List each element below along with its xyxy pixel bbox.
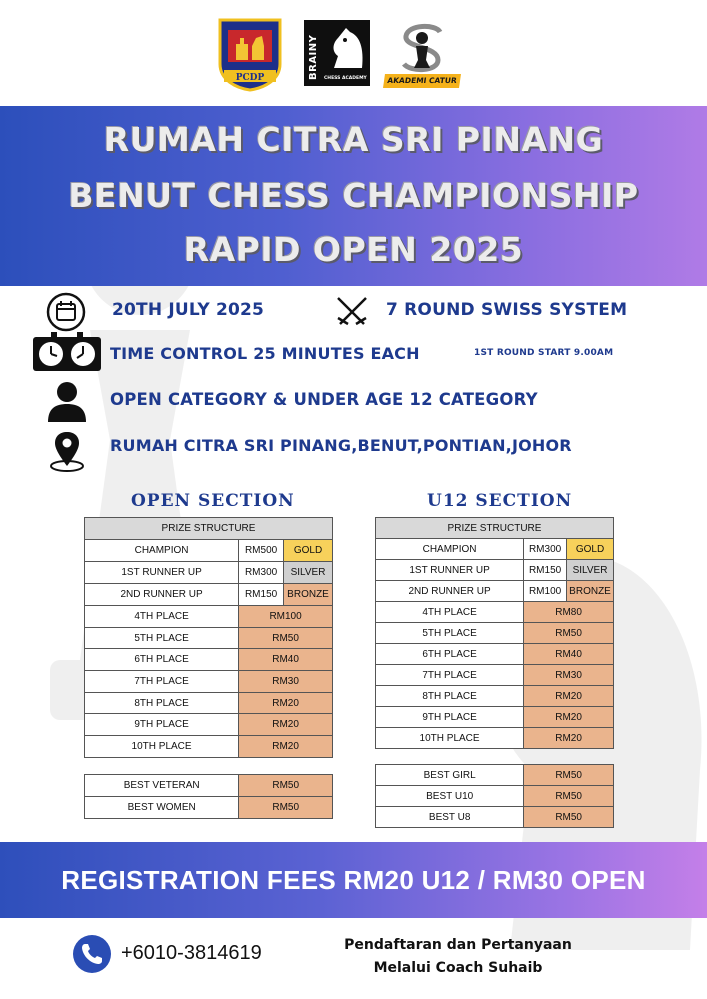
prize-amount: RM20 bbox=[239, 736, 333, 758]
table-row bbox=[376, 686, 614, 707]
table-row bbox=[85, 606, 333, 628]
time-control: TIME CONTROL 25 MINUTES EACH bbox=[110, 344, 420, 363]
table-row bbox=[85, 671, 333, 693]
place-label: BEST U10 bbox=[376, 786, 524, 807]
prize-amount: RM20 bbox=[239, 692, 333, 714]
table-row bbox=[376, 707, 614, 728]
table-row bbox=[85, 649, 333, 671]
place-label: BEST VETERAN bbox=[85, 775, 239, 797]
table-row bbox=[85, 692, 333, 714]
open-section-title: OPEN SECTION bbox=[131, 491, 295, 511]
table-row bbox=[376, 623, 614, 644]
prize-amount: RM300 bbox=[239, 562, 284, 584]
prize-amount: RM30 bbox=[524, 665, 614, 686]
prize-amount: RM50 bbox=[239, 775, 333, 797]
swords-icon bbox=[334, 294, 370, 330]
medal-badge: BRONZE bbox=[284, 584, 333, 606]
table-row bbox=[85, 775, 333, 797]
pawn-s-icon bbox=[396, 22, 448, 74]
open-special-prize-table bbox=[84, 774, 333, 819]
first-round-start: 1ST ROUND START 9.00AM bbox=[474, 348, 614, 358]
table-row bbox=[376, 560, 614, 581]
prize-amount: RM20 bbox=[524, 707, 614, 728]
contact-info bbox=[300, 934, 616, 980]
table-row bbox=[376, 644, 614, 665]
prize-amount: RM50 bbox=[239, 797, 333, 819]
u12-prize-table bbox=[375, 517, 614, 749]
prize-amount: RM40 bbox=[524, 644, 614, 665]
place-label: 8TH PLACE bbox=[85, 692, 239, 714]
event-info bbox=[0, 290, 707, 480]
place-label: 9TH PLACE bbox=[85, 714, 239, 736]
prize-amount: RM100 bbox=[239, 606, 333, 628]
prize-amount: RM500 bbox=[239, 540, 284, 562]
prize-amount: RM50 bbox=[524, 765, 614, 786]
place-label: 2ND RUNNER UP bbox=[85, 584, 239, 606]
contact-line-2: Melalui Coach Suhaib bbox=[373, 960, 543, 976]
u12-special-prize-table bbox=[375, 764, 614, 828]
place-label: 5TH PLACE bbox=[85, 627, 239, 649]
table-row bbox=[376, 765, 614, 786]
table-row bbox=[376, 786, 614, 807]
table-row bbox=[85, 540, 333, 562]
akademi-catur-logo bbox=[384, 22, 460, 94]
place-label: 10TH PLACE bbox=[85, 736, 239, 758]
brainy-logo-sub: CHESS ACADEMY bbox=[324, 76, 367, 81]
brainy-logo-name: BRAINY bbox=[308, 34, 319, 80]
place-label: 1ST RUNNER UP bbox=[85, 562, 239, 584]
medal-badge: GOLD bbox=[567, 539, 614, 560]
place-label: 6TH PLACE bbox=[85, 649, 239, 671]
phone-number[interactable]: +6010-3814619 bbox=[121, 942, 262, 964]
prize-amount: RM80 bbox=[524, 602, 614, 623]
pcdp-logo-text: PCDP bbox=[235, 73, 265, 83]
place-label: CHAMPION bbox=[85, 540, 239, 562]
event-venue: RUMAH CITRA SRI PINANG,BENUT,PONTIAN,JOHOR bbox=[110, 436, 572, 455]
open-prize-table bbox=[84, 517, 333, 758]
table-row bbox=[85, 562, 333, 584]
prize-amount: RM40 bbox=[239, 649, 333, 671]
brainy-chess-academy-logo bbox=[304, 20, 370, 86]
prize-amount: RM150 bbox=[239, 584, 284, 606]
title-line-1: RUMAH CITRA SRI PINANG bbox=[103, 120, 604, 159]
medal-badge: BRONZE bbox=[567, 581, 614, 602]
table-row bbox=[376, 539, 614, 560]
prize-amount: RM20 bbox=[524, 728, 614, 749]
prize-amount: RM300 bbox=[524, 539, 567, 560]
chess-clock-icon bbox=[33, 332, 101, 372]
prize-amount: RM20 bbox=[524, 686, 614, 707]
medal-badge: GOLD bbox=[284, 540, 333, 562]
table-row bbox=[85, 736, 333, 758]
place-label: 7TH PLACE bbox=[85, 671, 239, 693]
place-label: 5TH PLACE bbox=[376, 623, 524, 644]
prize-amount: RM50 bbox=[239, 627, 333, 649]
medal-badge: SILVER bbox=[284, 562, 333, 584]
table-row bbox=[376, 581, 614, 602]
prize-amount: RM50 bbox=[524, 623, 614, 644]
title-line-2: BENUT CHESS CHAMPIONSHIP bbox=[68, 176, 639, 215]
prize-amount: RM150 bbox=[524, 560, 567, 581]
event-rounds: 7 ROUND SWISS SYSTEM bbox=[386, 300, 628, 320]
table-row bbox=[376, 728, 614, 749]
place-label: 8TH PLACE bbox=[376, 686, 524, 707]
pcdp-crest-logo bbox=[216, 16, 284, 92]
prize-amount: RM20 bbox=[239, 714, 333, 736]
prize-amount: RM50 bbox=[524, 786, 614, 807]
table-row bbox=[376, 665, 614, 686]
table-row bbox=[376, 602, 614, 623]
place-label: 7TH PLACE bbox=[376, 665, 524, 686]
place-label: 9TH PLACE bbox=[376, 707, 524, 728]
table-row bbox=[85, 627, 333, 649]
title-banner bbox=[0, 106, 707, 286]
table-row bbox=[376, 807, 614, 828]
location-pin-icon bbox=[48, 430, 86, 472]
table-row bbox=[85, 797, 333, 819]
place-label: 4TH PLACE bbox=[85, 606, 239, 628]
prize-amount: RM100 bbox=[524, 581, 567, 602]
place-label: BEST GIRL bbox=[376, 765, 524, 786]
u12-section-title: U12 SECTION bbox=[427, 491, 573, 511]
prize-amount: RM30 bbox=[239, 671, 333, 693]
calendar-icon bbox=[46, 292, 86, 332]
place-label: 10TH PLACE bbox=[376, 728, 524, 749]
akademi-logo-name: AKADEMI CATUR bbox=[383, 74, 461, 88]
place-label: 4TH PLACE bbox=[376, 602, 524, 623]
registration-fees-text: REGISTRATION FEES RM20 U12 / RM30 OPEN bbox=[61, 865, 646, 895]
table-header: PRIZE STRUCTURE bbox=[376, 518, 614, 539]
table-row bbox=[85, 714, 333, 736]
medal-badge: SILVER bbox=[567, 560, 614, 581]
place-label: CHAMPION bbox=[376, 539, 524, 560]
phone-icon bbox=[73, 935, 111, 973]
prize-amount: RM50 bbox=[524, 807, 614, 828]
registration-fees-banner bbox=[0, 842, 707, 918]
place-label: 6TH PLACE bbox=[376, 644, 524, 665]
place-label: BEST U8 bbox=[376, 807, 524, 828]
sponsor-logos bbox=[0, 14, 707, 96]
place-label: 2ND RUNNER UP bbox=[376, 581, 524, 602]
table-header: PRIZE STRUCTURE bbox=[85, 518, 333, 540]
knight-icon bbox=[328, 26, 366, 70]
person-icon bbox=[46, 380, 88, 422]
title-line-3: RAPID OPEN 2025 bbox=[183, 230, 524, 269]
contact-line-1: Pendaftaran dan Pertanyaan bbox=[344, 937, 572, 953]
event-category: OPEN CATEGORY & UNDER AGE 12 CATEGORY bbox=[110, 390, 538, 409]
table-row bbox=[85, 584, 333, 606]
place-label: 1ST RUNNER UP bbox=[376, 560, 524, 581]
event-date: 20TH JULY 2025 bbox=[112, 300, 265, 320]
place-label: BEST WOMEN bbox=[85, 797, 239, 819]
